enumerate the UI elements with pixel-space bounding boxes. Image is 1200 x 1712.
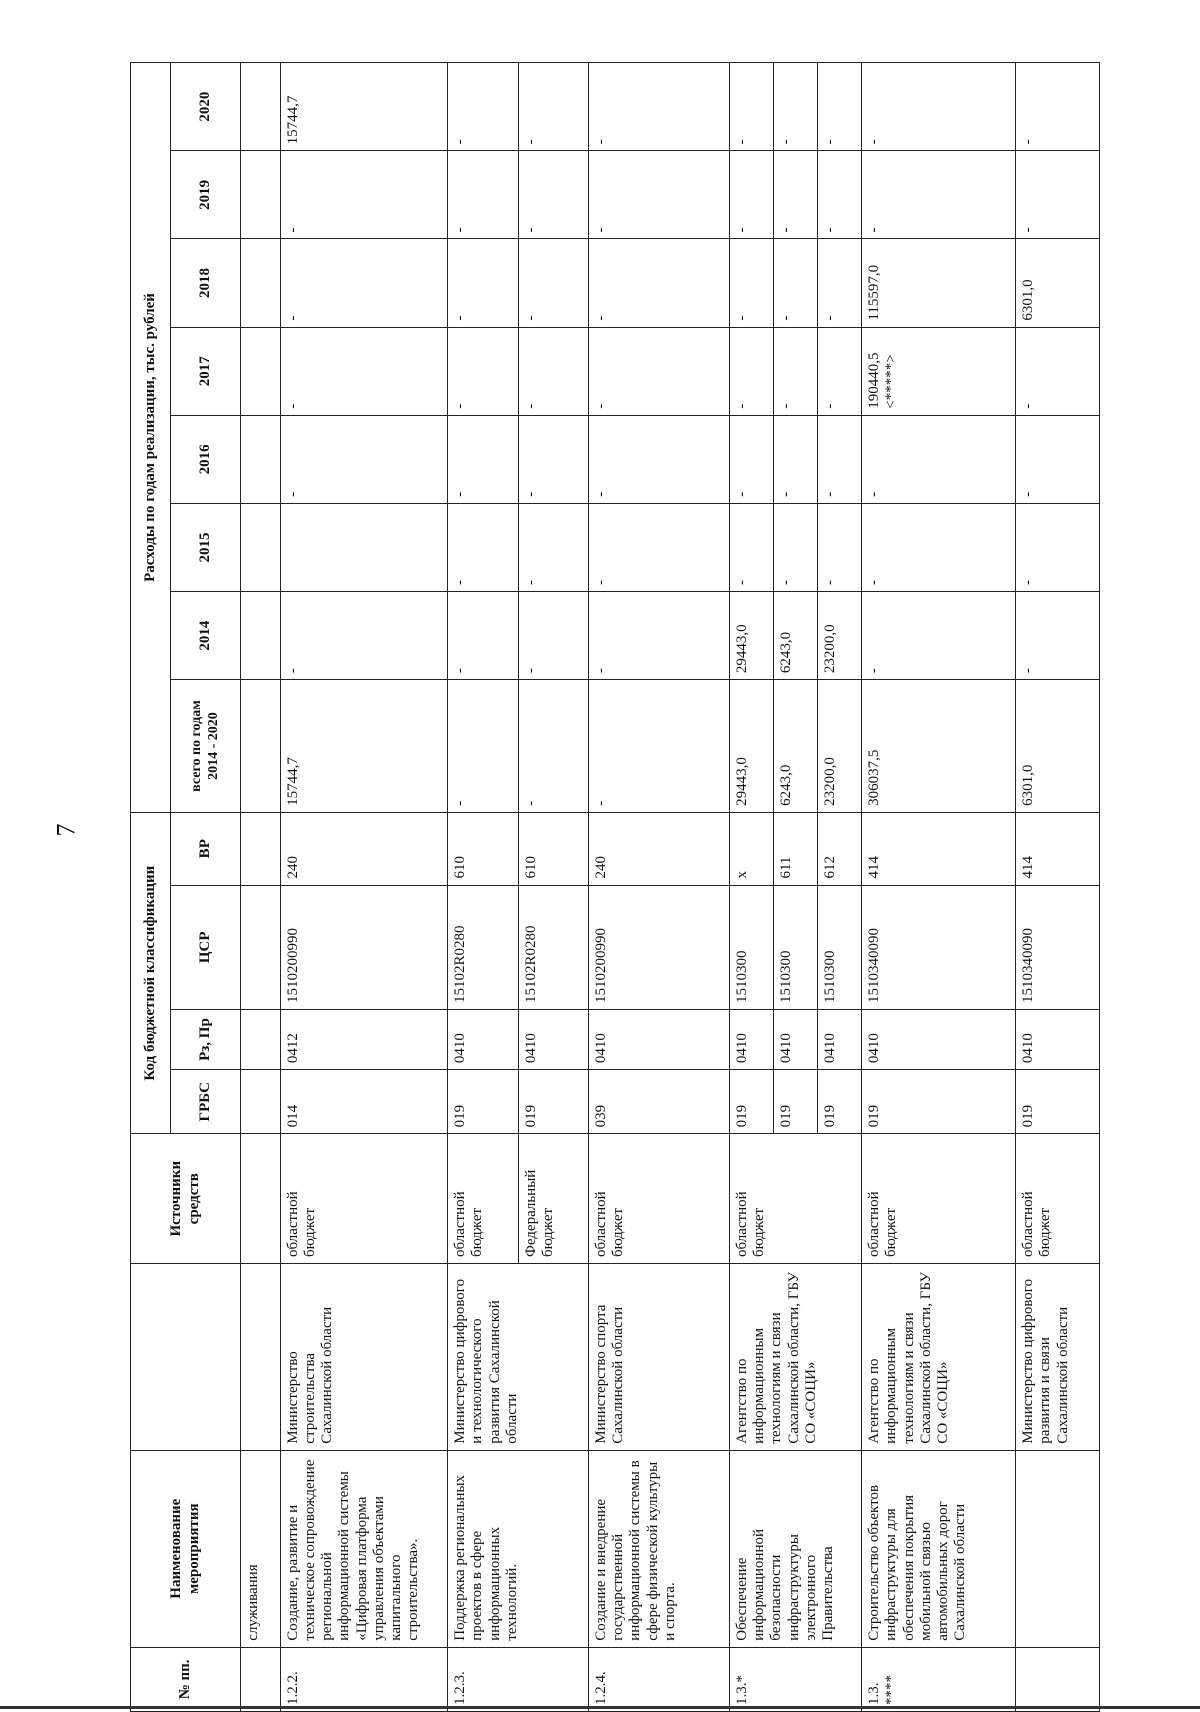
header-num: № пп. xyxy=(131,1647,241,1711)
cell-year: - xyxy=(448,151,518,239)
cell-year xyxy=(241,327,281,415)
cell-vr: 612 xyxy=(818,812,862,885)
cell-vr: x xyxy=(729,812,773,885)
cell-csr: 1510300 xyxy=(818,885,862,1009)
cell-year xyxy=(241,63,281,151)
cell-year: - xyxy=(448,503,518,591)
cell-year: - xyxy=(1016,415,1100,503)
cell-grbs xyxy=(241,1070,281,1134)
cell-vr: 240 xyxy=(280,812,447,885)
cell-vr: 610 xyxy=(518,812,588,885)
header-year: 2016 xyxy=(171,415,241,503)
header-expenses: Расходы по годам реализации, тыс. рублей xyxy=(131,63,171,813)
cell-num xyxy=(241,1647,281,1711)
cell-rzpr: 0410 xyxy=(1016,1009,1100,1069)
cell-year: - xyxy=(862,415,1016,503)
cell-year: - xyxy=(588,239,729,327)
cell-year: - xyxy=(862,592,1016,680)
cell-year xyxy=(241,151,281,239)
cell-year: - xyxy=(588,151,729,239)
cell-year: - xyxy=(1016,327,1100,415)
cell-year: - xyxy=(280,239,447,327)
cell-year: - xyxy=(729,63,773,151)
cell-year xyxy=(241,239,281,327)
cell-year: - xyxy=(518,592,588,680)
cell-year: - xyxy=(448,415,518,503)
cell-csr: 1510300 xyxy=(773,885,817,1009)
header-budget-code: Код бюджетной классификации xyxy=(131,812,171,1134)
cell-executor: Агентство по информационным технологиям и связи Сахалинской области, ГБУ СО «СОЦИ» xyxy=(729,1264,861,1451)
cell-year: - xyxy=(818,63,862,151)
cell-source: Федеральный бюджет xyxy=(518,1134,588,1264)
cell-year: 6301,0 xyxy=(1016,239,1100,327)
cell-total: 23200,0 xyxy=(818,680,862,813)
header-executor xyxy=(131,1264,241,1451)
cell-total: - xyxy=(518,680,588,813)
header-rzpr: Рз, Пр xyxy=(171,1009,241,1069)
cell-year: - xyxy=(448,592,518,680)
cell-total: 15744,7 xyxy=(280,680,447,813)
cell-total: 306037,5 xyxy=(862,680,1016,813)
cell-year: - xyxy=(588,592,729,680)
cell-year: - xyxy=(773,503,817,591)
table-row xyxy=(241,63,281,1712)
cell-year: - xyxy=(1016,592,1100,680)
cell-num: 1.3. **** xyxy=(862,1647,1016,1711)
cell-year: - xyxy=(588,503,729,591)
cell-grbs: 019 xyxy=(518,1070,588,1134)
cell-year: - xyxy=(773,239,817,327)
cell-rzpr xyxy=(241,1009,281,1069)
cell-rzpr: 0412 xyxy=(280,1009,447,1069)
cell-name xyxy=(1016,1450,1100,1647)
header-year: 2019 xyxy=(171,151,241,239)
cell-year: - xyxy=(773,327,817,415)
header-vr: ВР xyxy=(171,812,241,885)
cell-csr: 15102R0280 xyxy=(448,885,518,1009)
cell-name: Создание и внедрение государственной информационной системы в сфере физической культуры и спорта. xyxy=(588,1450,729,1647)
cell-source: областной бюджет xyxy=(729,1134,861,1264)
header-csr: ЦСР xyxy=(171,885,241,1009)
cell-total xyxy=(241,680,281,813)
table-row xyxy=(448,63,518,1712)
table-row xyxy=(588,63,729,1712)
cell-year: - xyxy=(280,592,447,680)
cell-csr: 1510200990 xyxy=(280,885,447,1009)
cell-num xyxy=(1016,1647,1100,1711)
header-grbs: ГРБС xyxy=(171,1070,241,1134)
cell-rzpr: 0410 xyxy=(729,1009,773,1069)
cell-year: - xyxy=(729,239,773,327)
cell-year: - xyxy=(518,63,588,151)
cell-year xyxy=(280,503,447,591)
header-total: всего по годам 2014 - 2020 xyxy=(171,680,241,813)
cell-grbs: 039 xyxy=(588,1070,729,1134)
cell-grbs: 019 xyxy=(862,1070,1016,1134)
cell-vr: 240 xyxy=(588,812,729,885)
cell-year: - xyxy=(773,63,817,151)
cell-total: 6243,0 xyxy=(773,680,817,813)
cell-year: - xyxy=(1016,503,1100,591)
cell-year: - xyxy=(1016,63,1100,151)
cell-source: областной бюджет xyxy=(448,1134,518,1264)
cell-year: - xyxy=(448,327,518,415)
cell-year xyxy=(241,503,281,591)
header-sources: Источники средств xyxy=(131,1134,241,1264)
cell-total: 6301,0 xyxy=(1016,680,1100,813)
header-year: 2017 xyxy=(171,327,241,415)
rotated-table-wrapper xyxy=(130,62,1200,1705)
cell-year: 15744,7 xyxy=(280,63,447,151)
cell-year: - xyxy=(448,239,518,327)
cell-rzpr: 0410 xyxy=(448,1009,518,1069)
cell-source: областной бюджет xyxy=(1016,1134,1100,1264)
cell-vr: 414 xyxy=(862,812,1016,885)
cell-year: - xyxy=(729,151,773,239)
cell-grbs: 019 xyxy=(1016,1070,1100,1134)
table-row xyxy=(862,63,1016,1712)
cell-year: - xyxy=(280,415,447,503)
cell-grbs: 019 xyxy=(448,1070,518,1134)
cell-year: - xyxy=(588,415,729,503)
cell-num: 1.2.4. xyxy=(588,1647,729,1711)
cell-year: - xyxy=(588,63,729,151)
header-year: 2015 xyxy=(171,503,241,591)
cell-rzpr: 0410 xyxy=(818,1009,862,1069)
cell-year: - xyxy=(518,327,588,415)
header-year: 2014 xyxy=(171,592,241,680)
cell-year: - xyxy=(729,415,773,503)
table-row xyxy=(1016,63,1100,1712)
cell-rzpr: 0410 xyxy=(588,1009,729,1069)
cell-csr: 1510200990 xyxy=(588,885,729,1009)
cell-year: - xyxy=(280,151,447,239)
cell-grbs: 019 xyxy=(818,1070,862,1134)
cell-executor: Министерство спорта Сахалинской области xyxy=(588,1264,729,1451)
cell-executor: Агентство по информационным технологиям и связи Сахалинской области, ГБУ СО «СОЦИ» xyxy=(862,1264,1016,1451)
cell-csr: 15102R0280 xyxy=(518,885,588,1009)
cell-vr: 610 xyxy=(448,812,518,885)
cell-year: 115597,0 xyxy=(862,239,1016,327)
cell-year: - xyxy=(818,415,862,503)
cell-total: - xyxy=(588,680,729,813)
cell-executor xyxy=(241,1264,281,1451)
cell-source: областной бюджет xyxy=(588,1134,729,1264)
cell-year: - xyxy=(280,327,447,415)
cell-year: - xyxy=(773,151,817,239)
cell-vr: 611 xyxy=(773,812,817,885)
cell-year: - xyxy=(1016,151,1100,239)
cell-year xyxy=(241,415,281,503)
cell-year: - xyxy=(862,151,1016,239)
cell-year: 23200,0 xyxy=(818,592,862,680)
cell-grbs: 019 xyxy=(729,1070,773,1134)
cell-year: - xyxy=(862,63,1016,151)
cell-year: - xyxy=(773,415,817,503)
cell-name: служивания xyxy=(241,1450,281,1647)
header-year: 2018 xyxy=(171,239,241,327)
cell-year: - xyxy=(862,503,1016,591)
cell-grbs: 014 xyxy=(280,1070,447,1134)
cell-csr: 1510300 xyxy=(729,885,773,1009)
rotated-table-container xyxy=(130,62,1100,1712)
cell-year xyxy=(241,592,281,680)
cell-executor: Министерство строительства Сахалинской области xyxy=(280,1264,447,1451)
cell-csr: 1510340090 xyxy=(862,885,1016,1009)
cell-year: 29443,0 xyxy=(729,592,773,680)
cell-rzpr: 0410 xyxy=(518,1009,588,1069)
header-year: 2020 xyxy=(171,63,241,151)
header-name: Наименование мероприятия xyxy=(131,1450,241,1647)
cell-year: - xyxy=(518,503,588,591)
cell-grbs: 019 xyxy=(773,1070,817,1134)
cell-csr: 1510340090 xyxy=(1016,885,1100,1009)
cell-name: Строительство объектов инфраструктуры для обеспечения покрытия мобильной связью автомобильных дорог Сахалинской области xyxy=(862,1450,1016,1647)
table-row xyxy=(729,63,773,1712)
cell-source xyxy=(241,1134,281,1264)
cell-total: - xyxy=(448,680,518,813)
cell-year: 190440,5 <*****> xyxy=(862,327,1016,415)
cell-year: - xyxy=(448,63,518,151)
cell-num: 1.2.2. xyxy=(280,1647,447,1711)
table-row xyxy=(280,63,447,1712)
cell-rzpr: 0410 xyxy=(773,1009,817,1069)
cell-vr: 414 xyxy=(1016,812,1100,885)
cell-num: 1.2.3. xyxy=(448,1647,589,1711)
cell-year: - xyxy=(818,239,862,327)
cell-year: - xyxy=(729,503,773,591)
cell-name: Обеспечение информационной безопасности инфраструктуры электронного Правительства xyxy=(729,1450,861,1647)
page-number: 7 xyxy=(51,823,81,837)
cell-year: 6243,0 xyxy=(773,592,817,680)
cell-source: областной бюджет xyxy=(862,1134,1016,1264)
cell-vr xyxy=(241,812,281,885)
cell-rzpr: 0410 xyxy=(862,1009,1016,1069)
cell-year: - xyxy=(588,327,729,415)
cell-year: - xyxy=(818,503,862,591)
budget-table xyxy=(130,62,1100,1712)
cell-year: - xyxy=(818,151,862,239)
cell-name: Создание, развитие и техническое сопровождение региональной информационной системы «Цифровая платформа управления объектами капитального строительства». xyxy=(280,1450,447,1647)
cell-source: областной бюджет xyxy=(280,1134,447,1264)
cell-total: 29443,0 xyxy=(729,680,773,813)
cell-year: - xyxy=(518,151,588,239)
cell-num: 1.3.* xyxy=(729,1647,861,1711)
cell-name: Поддержка региональных проектов в сфере информационных технологий. xyxy=(448,1450,589,1647)
cell-year: - xyxy=(518,239,588,327)
cell-year: - xyxy=(729,327,773,415)
cell-year: - xyxy=(518,415,588,503)
cell-executor: Министерство цифрового и технологического развития Сахалинской области xyxy=(448,1264,589,1451)
cell-year: - xyxy=(818,327,862,415)
cell-csr xyxy=(241,885,281,1009)
cell-executor: Министерство цифрового развития и связи Сахалинской области xyxy=(1016,1264,1100,1451)
